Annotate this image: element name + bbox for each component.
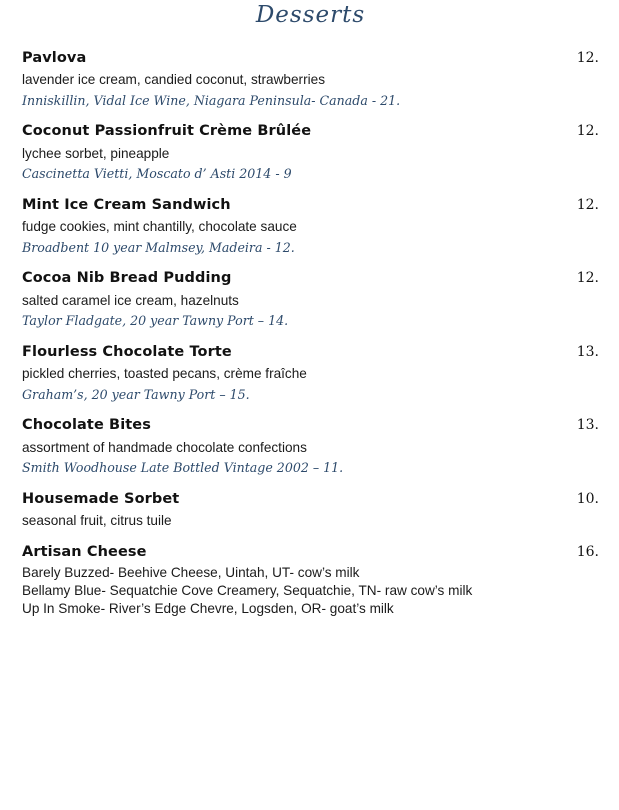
menu-item-pairing: Graham’s, 20 year Tawny Port – 15. xyxy=(22,386,250,402)
menu-item xyxy=(22,50,599,109)
menu-item-name: Flourless Chocolate Torte xyxy=(22,343,232,360)
menu-item-header xyxy=(22,417,599,434)
cheese-list-item: Up In Smoke- River’s Edge Chevre, Logsden, OR- goat’s milk xyxy=(22,601,394,617)
menu-item-header xyxy=(22,544,599,561)
menu-item-name: Pavlova xyxy=(22,50,87,66)
menu-item xyxy=(22,197,599,256)
menu-item-description: seasonal fruit, citrus tuile xyxy=(22,512,172,528)
menu-item-pairing: Smith Woodhouse Late Bottled Vintage 2002 – 11. xyxy=(22,460,344,476)
menu-item-price: 12. xyxy=(576,50,599,66)
menu-item-pairing: Cascinetta Vietti, Moscato d’ Asti 2014 - 9 xyxy=(22,166,292,182)
menu-item xyxy=(22,491,599,530)
menu-item-description: lavender ice cream, candied coconut, strawberries xyxy=(22,72,325,88)
menu-item-pairing: Broadbent 10 year Malmsey, Madeira - 12. xyxy=(22,239,295,255)
menu-item-header xyxy=(22,344,599,361)
menu-item-name: Cocoa Nib Bread Pudding xyxy=(22,270,232,287)
menu-item-pairing: Inniskillin, Vidal Ice Wine, Niagara Peninsula- Canada - 21. xyxy=(22,93,401,109)
menu-item xyxy=(22,417,599,476)
menu-item-pairing: Taylor Fladgate, 20 year Tawny Port – 14. xyxy=(22,313,289,329)
menu-item-price: 10. xyxy=(576,490,599,507)
menu-item-description: assortment of handmade chocolate confections xyxy=(22,439,307,455)
page-title: Desserts xyxy=(255,2,366,28)
menu-item xyxy=(22,270,599,329)
menu-item-header xyxy=(22,491,599,508)
cheese-list-item: Bellamy Blue- Sequatchie Cove Creamery, Sequatchie, TN- raw cow’s milk xyxy=(22,583,473,599)
menu-item-price: 16. xyxy=(576,543,599,560)
menu-item-name: Housemade Sorbet xyxy=(22,490,180,507)
cheese-list-item: Barely Buzzed- Beehive Cheese, Uintah, UT- cow’s milk xyxy=(22,564,360,580)
menu-item-price: 13. xyxy=(576,343,599,360)
menu-item-cheese xyxy=(22,544,599,619)
menu-item-price: 12. xyxy=(576,270,599,287)
menu-item-name: Coconut Passionfruit Crème Brûlée xyxy=(22,123,312,140)
menu-item-description: fudge cookies, mint chantilly, chocolate sauce xyxy=(22,219,297,235)
menu-item-description: salted caramel ice cream, hazelnuts xyxy=(22,292,239,308)
menu-item-header xyxy=(22,123,599,140)
menu-item xyxy=(22,344,599,403)
menu-item-price: 12. xyxy=(576,196,599,213)
menu-item-header xyxy=(22,270,599,287)
menu-item-description: lychee sorbet, pineapple xyxy=(22,145,170,161)
menu-item-header xyxy=(22,197,599,214)
menu-item-name: Mint Ice Cream Sandwich xyxy=(22,196,231,213)
menu-item xyxy=(22,123,599,182)
menu-item-header xyxy=(22,50,599,67)
menu-item-name: Chocolate Bites xyxy=(22,417,151,434)
menu-item-description: pickled cherries, toasted pecans, crème fraîche xyxy=(22,366,307,382)
menu-item-price: 13. xyxy=(576,417,599,434)
menu-item-price: 12. xyxy=(576,123,599,140)
menu-item-name: Artisan Cheese xyxy=(22,543,147,560)
cheese-list xyxy=(22,564,599,618)
